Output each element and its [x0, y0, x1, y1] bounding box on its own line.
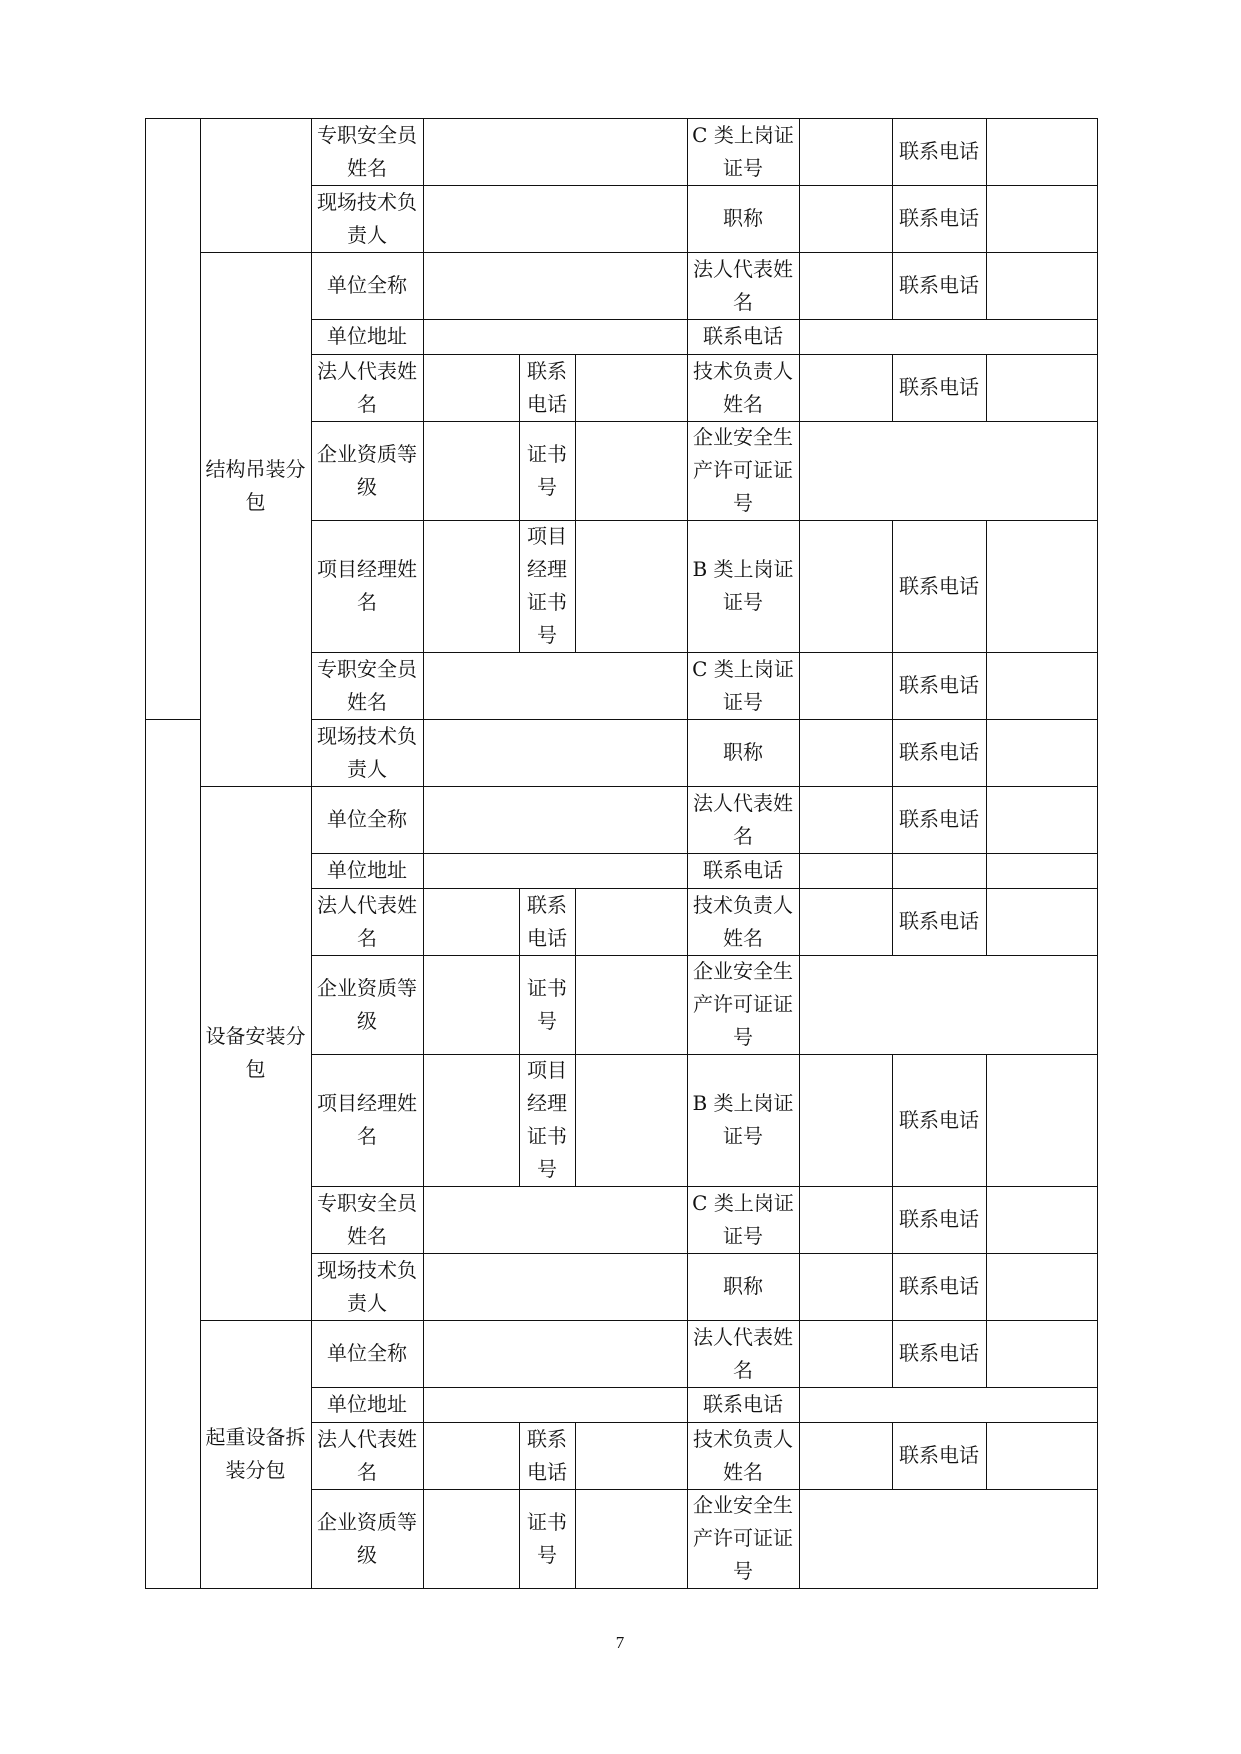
- equipment-tech-lead-phone-label: 联系电话: [899, 909, 979, 933]
- crane-legal-rep-label: 法人代表姓 名: [693, 1324, 793, 1382]
- equipment-safety-officer-label: 专职安全员 姓名: [317, 1190, 417, 1248]
- grid-line-v: [986, 118, 987, 320]
- structural-legal-rep-contact-label: 联系 电话: [527, 358, 567, 416]
- grid-line-v: [986, 1320, 987, 1388]
- equipment-safety-phone-label: 联系电话: [899, 1207, 979, 1231]
- structural-qualification-label: 企业资质等 级: [317, 441, 417, 499]
- grid-line-v: [986, 1054, 987, 1321]
- equipment-legal-rep-phone-label: 联系电话: [899, 807, 979, 831]
- equipment-legal-rep-contact-label: 联系 电话: [527, 892, 567, 950]
- grid-line-h: [145, 719, 201, 720]
- structural-tech-lead-label: 技术负责人 姓名: [693, 358, 793, 416]
- structural-pm-cert-label: 项目 经理 证书 号: [527, 524, 567, 647]
- crane-legal-rep-contact-label: 联系 电话: [527, 1426, 567, 1484]
- equipment-qualification-label: 企业资质等 级: [317, 975, 417, 1033]
- structural-site-tech-phone-label: 联系电话: [899, 740, 979, 764]
- equipment-tech-lead-label: 技术负责人 姓名: [693, 892, 793, 950]
- structural-site-tech-label: 现场技术负 责人: [317, 723, 417, 781]
- equipment-cert-no-label: 证书 号: [527, 975, 567, 1033]
- crane-safety-license-label: 企业安全生 产许可证证 号: [693, 1493, 793, 1583]
- grid-line-v: [575, 354, 576, 653]
- crane-qualification-label: 企业资质等 级: [317, 1509, 417, 1567]
- structural-legal-rep-label: 法人代表姓 名: [693, 256, 793, 314]
- structural-c-cert-label: C 类上岗证 证号: [692, 656, 794, 714]
- equipment-pm-phone-label: 联系电话: [899, 1107, 979, 1132]
- equipment-c-cert-label: C 类上岗证 证号: [692, 1190, 794, 1248]
- grid-line-v: [799, 118, 800, 1589]
- grid-line-v: [986, 520, 987, 787]
- crane-company-name-label: 单位全称: [327, 1341, 407, 1365]
- section-label-equipment-installation: 设备安装分 包: [205, 1024, 306, 1081]
- crane-address-label: 单位地址: [327, 1392, 407, 1416]
- grid-line-h: [145, 1588, 1098, 1589]
- crane-legal-rep-phone-label: 联系电话: [899, 1341, 979, 1365]
- structural-safety-phone-label: 联系电话: [899, 673, 979, 697]
- section-label-structural-hoisting: 结构吊装分 包: [205, 456, 306, 514]
- crane-tech-lead-phone-label: 联系电话: [899, 1443, 979, 1467]
- structural-pm-phone-label: 联系电话: [899, 573, 979, 598]
- c-cert-label: C 类上岗证 证号: [692, 122, 794, 180]
- grid-line-v: [986, 1422, 987, 1490]
- page-number: 7: [615, 1633, 625, 1652]
- section-label-crane-dismantling: 起重设备拆 装分包: [205, 1425, 306, 1482]
- structural-b-cert-label: B 类上岗证 证号: [692, 557, 794, 614]
- grid-line-v: [145, 118, 146, 1589]
- grid-line-v: [986, 786, 987, 889]
- safety-officer-phone-label: 联系电话: [899, 139, 979, 163]
- structural-safety-officer-label: 专职安全员 姓名: [317, 656, 417, 714]
- safety-officer-label: 专职安全员 姓名: [317, 122, 417, 180]
- crane-cert-no-label: 证书 号: [527, 1509, 567, 1567]
- structural-pm-name-label: 项目经理姓 名: [317, 557, 417, 614]
- equipment-site-tech-phone-label: 联系电话: [899, 1274, 979, 1298]
- equipment-safety-license-label: 企业安全生 产许可证证 号: [693, 959, 793, 1049]
- equipment-address-phone-label: 联系电话: [703, 858, 783, 882]
- equipment-legal-rep-name-label: 法人代表姓 名: [317, 892, 417, 950]
- structural-cert-no-label: 证书 号: [527, 441, 567, 499]
- crane-legal-rep-name-label: 法人代表姓 名: [317, 1426, 417, 1484]
- equipment-pm-cert-label: 项目 经理 证书 号: [527, 1058, 567, 1181]
- equipment-b-cert-label: B 类上岗证 证号: [692, 1091, 794, 1148]
- equipment-company-name-label: 单位全称: [327, 807, 407, 831]
- equipment-pm-name-label: 项目经理姓 名: [317, 1091, 417, 1148]
- structural-safety-license-label: 企业安全生 产许可证证 号: [693, 425, 793, 515]
- equipment-legal-rep-label: 法人代表姓 名: [693, 790, 793, 848]
- structural-company-name-label: 单位全称: [327, 273, 407, 297]
- structural-address-phone-label: 联系电话: [703, 324, 783, 348]
- equipment-site-tech-label: 现场技术负 责人: [317, 1257, 417, 1315]
- crane-address-phone-label: 联系电话: [703, 1392, 783, 1416]
- grid-line-v: [986, 888, 987, 956]
- structural-legal-rep-name-label: 法人代表姓 名: [317, 358, 417, 416]
- grid-line-v: [986, 354, 987, 422]
- crane-tech-lead-label: 技术负责人 姓名: [693, 1426, 793, 1484]
- grid-line-v: [423, 118, 424, 1589]
- structural-title-label: 职称: [723, 740, 763, 764]
- equipment-address-label: 单位地址: [327, 858, 407, 882]
- site-tech-lead-label: 现场技术负 责人: [317, 189, 417, 247]
- grid-line-v: [575, 888, 576, 1187]
- title-label: 职称: [723, 206, 763, 230]
- equipment-title-label: 职称: [723, 1274, 763, 1298]
- grid-line-v: [575, 1422, 576, 1589]
- structural-address-label: 单位地址: [327, 324, 407, 348]
- structural-tech-lead-phone-label: 联系电话: [899, 375, 979, 399]
- structural-legal-rep-phone-label: 联系电话: [899, 273, 979, 297]
- site-tech-lead-phone-label: 联系电话: [899, 206, 979, 230]
